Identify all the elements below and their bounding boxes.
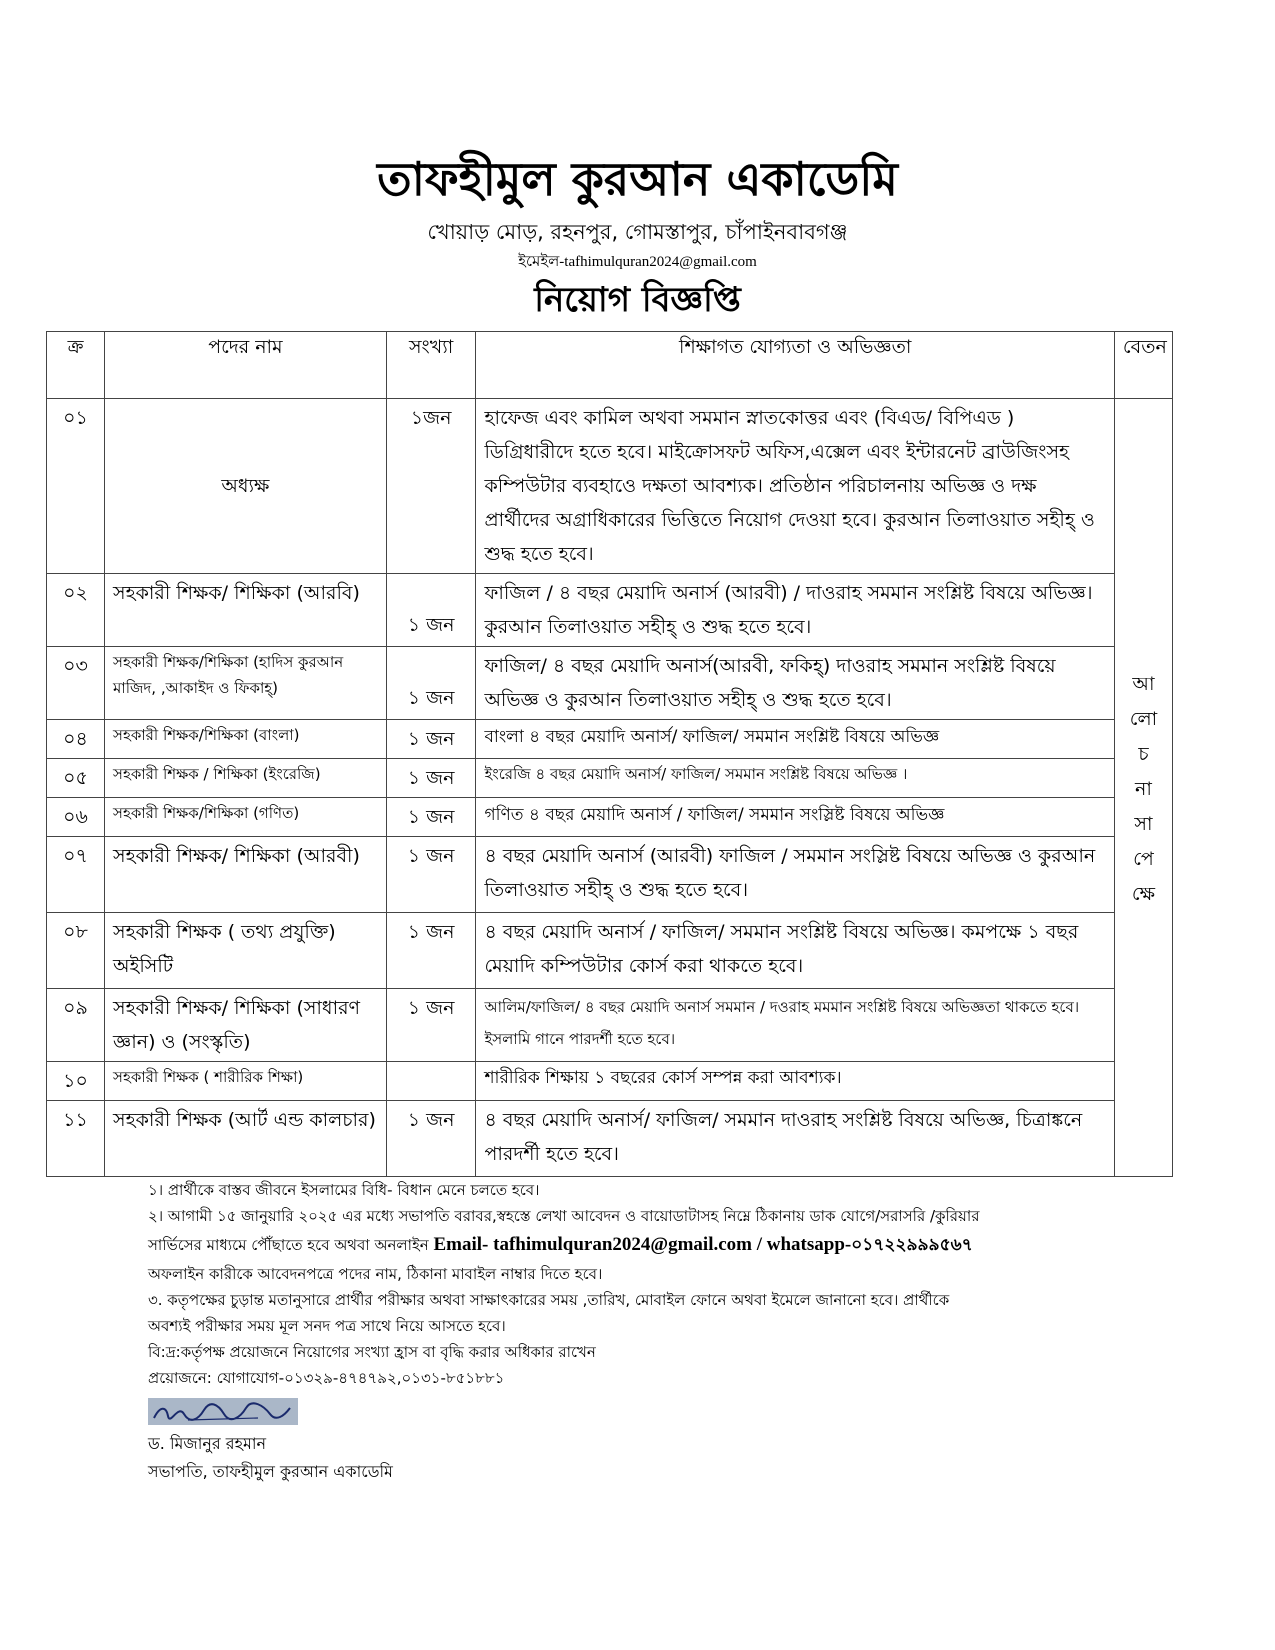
salary-text: পে xyxy=(1133,848,1154,870)
table-header-row xyxy=(47,332,1173,399)
row-post: সহকারী শিক্ষক/ শিক্ষিকা (আরবি) xyxy=(105,574,387,647)
row-qualification: ফাজিল/ ৪ বছর মেয়াদি অনার্স(আরবী, ফকিহ্) দাওরাহ সমমান সংশ্লিষ্ট বিষয়ে অভিজ্ঞ ও কুরআন তিলাওয়াত সহীহ্ ও শুদ্ধ হতে হবে। xyxy=(476,647,1114,720)
row-count: ১ জন xyxy=(386,837,476,913)
row-serial: ০৭ xyxy=(47,837,105,913)
contact-numbers: প্রয়োজনে: যোগাযোগ-০১৩২৯-৪৭৪৭৯২,০১৩১-৮৫১৮৮১ xyxy=(148,1369,505,1387)
row-count: ১জন xyxy=(386,399,476,574)
note-3-line-1: ৩. কতৃপক্ষের চুড়ান্ত মতানুসারে প্রার্থীর পরীক্ষার অথবা সাক্ষাৎকারের সময় ,তারিখ, মোবাইল ফোনে অথবা ইমেলে জানানো হবে। প্রার্থীকে xyxy=(148,1291,950,1309)
row-count xyxy=(386,1062,476,1101)
note-2-line-1: ২। আগামী ১৫ জানুয়ারি ২০২৫ এর মধ্যে সভাপতি বরাবর,স্বহস্তে লেখা আবেদন ও বায়োডাটাসহ নিম্নে ঠিকানায় ডাক যোগে/সরাসরি /কুরিয়ার xyxy=(148,1207,980,1225)
row-post: অধ্যক্ষ xyxy=(105,399,387,574)
row-qualification: শারীরিক শিক্ষায় ১ বছরের কোর্স সম্পন্ন করা আবশ্যক। xyxy=(476,1062,1114,1101)
table-row xyxy=(47,913,1173,989)
header-post: পদের নাম xyxy=(105,332,387,399)
table-row xyxy=(47,1062,1173,1101)
row-count: ১ জন xyxy=(386,759,476,798)
note-2-prefix: সার্ভিসের মাধ্যমে পৌঁছাতে হবে অথবা অনলাইন xyxy=(148,1236,434,1254)
row-count: ১ জন xyxy=(386,574,476,647)
header-serial: ক্র xyxy=(47,332,105,399)
row-serial: ১০ xyxy=(47,1062,105,1101)
note-3-line-2: অবশ্যই পরীক্ষার সময় মূল সনদ পত্র সাথে নিয়ে আসতে হবে। xyxy=(148,1317,506,1335)
table-row xyxy=(47,574,1173,647)
row-post: সহকারী শিক্ষক/শিক্ষিকা (বাংলা) xyxy=(105,720,387,759)
academy-address: খোয়াড় মোড়, রহনপুর, গোমস্তাপুর, চাঁপাইনবাবগঞ্জ xyxy=(427,220,848,244)
row-qualification: আলিম/ফাজিল/ ৪ বছর মেয়াদি অনার্স সমমান / দওরাহ মমমান সংশ্লিষ্ট বিষয়ে অভিজ্ঞতা থাকতে হবে। ইসলামি গানে পারদর্শী হতে হবে। xyxy=(476,989,1114,1062)
salary-text: লো xyxy=(1129,708,1158,730)
row-count: ১ জন xyxy=(386,989,476,1062)
table-row xyxy=(47,837,1173,913)
row-qualification: বাংলা ৪ বছর মেয়াদি অনার্স/ ফাজিল/ সমমান সংশ্লিষ্ট বিষয়ে অভিজ্ঞ xyxy=(476,720,1114,759)
note-1: ১। প্রার্থীকে বাস্তব জীবনে ইসলামের বিধি- বিধান মেনে চলতে হবে। xyxy=(148,1181,540,1199)
row-count: ১ জন xyxy=(386,647,476,720)
row-count: ১ জন xyxy=(386,720,476,759)
note-2-line-2 xyxy=(148,1229,1148,1261)
salary-text: না xyxy=(1135,778,1152,800)
salary-cell xyxy=(1114,399,1172,1177)
academy-email: ইমেইল-tafhimulquran2024@gmail.com xyxy=(518,254,757,270)
table-row xyxy=(47,989,1173,1062)
row-post: সহকারী শিক্ষক / শিক্ষিকা (ইংরেজি) xyxy=(105,759,387,798)
row-qualification: ৪ বছর মেয়াদি অনার্স / ফাজিল/ সমমান সংশ্লিষ্ট বিষয়ে অভিজ্ঞ। কমপক্ষে ১ বছর মেয়াদি কম্পিউটার কোর্স করা থাকতে হবে। xyxy=(476,913,1114,989)
row-post: সহকারী শিক্ষক ( শারীরিক শিক্ষা) xyxy=(105,1062,387,1101)
row-count: ১ জন xyxy=(386,913,476,989)
signer-name: ড. মিজানুর রহমান xyxy=(148,1434,267,1453)
row-post: সহকারী শিক্ষক (আর্ট এন্ড কালচার) xyxy=(105,1101,387,1177)
table-row xyxy=(47,720,1173,759)
row-serial: ০২ xyxy=(47,574,105,647)
row-serial: ০৩ xyxy=(47,647,105,720)
row-qualification: ৪ বছর মেয়াদি অনার্স (আরবী) ফাজিল / সমমান সংস্লিষ্ট বিষয়ে অভিজ্ঞ ও কুরআন তিলাওয়াত সহীহ্ ও শুদ্ধ হতে হবে। xyxy=(476,837,1114,913)
signature-image xyxy=(148,1398,298,1425)
row-serial: ০৫ xyxy=(47,759,105,798)
salary-text: চ xyxy=(1138,743,1149,765)
salary-text: সা xyxy=(1134,813,1153,835)
row-serial: ০৯ xyxy=(47,989,105,1062)
table-row xyxy=(47,759,1173,798)
header-qualification: শিক্ষাগত যোগ্যতা ও অভিজ্ঞতা xyxy=(476,332,1114,399)
row-qualification: হাফেজ এবং কামিল অথবা সমমান স্নাতকোত্তর এবং (বিএড/ বিপিএড ) ডিগ্রিধারীদে হতে হবে। মাইক্রোসফট অফিস,এক্সেল এবং ইন্টারনেট ব্রাউজিংসহ কম্পিউটার ব্যবহাওে দক্ষতা আবশ্যক। প্রতিষ্ঠান পরিচালনায় অভিজ্ঞ ও দক্ষ প্রার্থীদের অগ্রাধিকারের ভিত্তিতে নিয়োগ দেওয়া হবে। কুরআন তিলাওয়াত সহীহ্ ও শুদ্ধ হতে হবে। xyxy=(476,399,1114,574)
row-post: সহকারী শিক্ষক ( তথ্য প্রযুক্তি) অইসিটি xyxy=(105,913,387,989)
notice-title: নিয়োগ বিজ্ঞপ্তি xyxy=(534,280,741,320)
row-qualification: ইংরেজি ৪ বছর মেয়াদি অনার্স/ ফাজিল/ সমমান সংশ্লিষ্ট বিষয়ে অভিজ্ঞ । xyxy=(476,759,1114,798)
notes-section xyxy=(148,1177,1148,1391)
header-count: সংখ্যা xyxy=(386,332,476,399)
row-qualification: ফাজিল / ৪ বছর মেয়াদি অনার্স (আরবী) / দাওরাহ সমমান সংশ্লিষ্ট বিষয়ে অভিজ্ঞ। কুরআন তিলাওয়াত সহীহ্ ও শুদ্ধ হতে হবে। xyxy=(476,574,1114,647)
row-post: সহকারী শিক্ষক/শিক্ষিকা (হাদিস কুরআন মাজিদ, ,আকাইদ ও ফিকাহ্) xyxy=(105,647,387,720)
vacancy-table xyxy=(46,331,1173,1177)
row-qualification: গণিত ৪ বছর মেয়াদি অনার্স / ফাজিল/ সমমান সংস্লিষ্ট বিষয়ে অভিজ্ঞ xyxy=(476,798,1114,837)
remark: বি:দ্র:কর্তৃপক্ষ প্রয়োজনে নিয়োগের সংখ্যা হ্রাস বা বৃদ্ধি করার অধিকার রাখেন xyxy=(148,1343,596,1361)
row-serial: ০৪ xyxy=(47,720,105,759)
note-2-email: Email- tafhimulquran2024@gmail.com / whatsapp- xyxy=(433,1234,852,1255)
row-post: সহকারী শিক্ষক/ শিক্ষিকা (সাধারণ জ্ঞান) ও (সংস্কৃতি) xyxy=(105,989,387,1062)
row-count: ১ জন xyxy=(386,798,476,837)
row-count: ১ জন xyxy=(386,1101,476,1177)
row-serial: ০১ xyxy=(47,399,105,574)
academy-title: তাফহীমুল কুরআন একাডেমি xyxy=(377,152,898,206)
row-post: সহকারী শিক্ষক/শিক্ষিকা (গণিত) xyxy=(105,798,387,837)
signer-designation: সভাপতি, তাফহীমুল কুরআন একাডেমি xyxy=(148,1462,393,1481)
row-post: সহকারী শিক্ষক/ শিক্ষিকা (আরবী) xyxy=(105,837,387,913)
row-serial: ০৮ xyxy=(47,913,105,989)
table-row xyxy=(47,399,1173,574)
row-qualification: ৪ বছর মেয়াদি অনার্স/ ফাজিল/ সমমান দাওরাহ সংশ্লিষ্ট বিষয়ে অভিজ্ঞ, চিত্রাঙ্কনে পারদর্শী হতে হবে। xyxy=(476,1101,1114,1177)
header-salary: বেতন xyxy=(1114,332,1172,399)
salary-text: ক্ষে xyxy=(1131,883,1156,905)
table-row xyxy=(47,798,1173,837)
table-row xyxy=(47,1101,1173,1177)
row-serial: ০৬ xyxy=(47,798,105,837)
note-2-line-3: অফলাইন কারীকে আবেদনপত্রে পদের নাম, ঠিকানা মাবাইল নাম্বার দিতে হবে। xyxy=(148,1265,603,1283)
salary-text: আ xyxy=(1132,673,1155,695)
note-2-phone: ০১৭২২৯৯৯৫৬৭ xyxy=(851,1235,973,1255)
row-serial: ১১ xyxy=(47,1101,105,1177)
signer-block xyxy=(148,1430,393,1486)
signature-scribble xyxy=(148,1398,298,1425)
table-row xyxy=(47,647,1173,720)
